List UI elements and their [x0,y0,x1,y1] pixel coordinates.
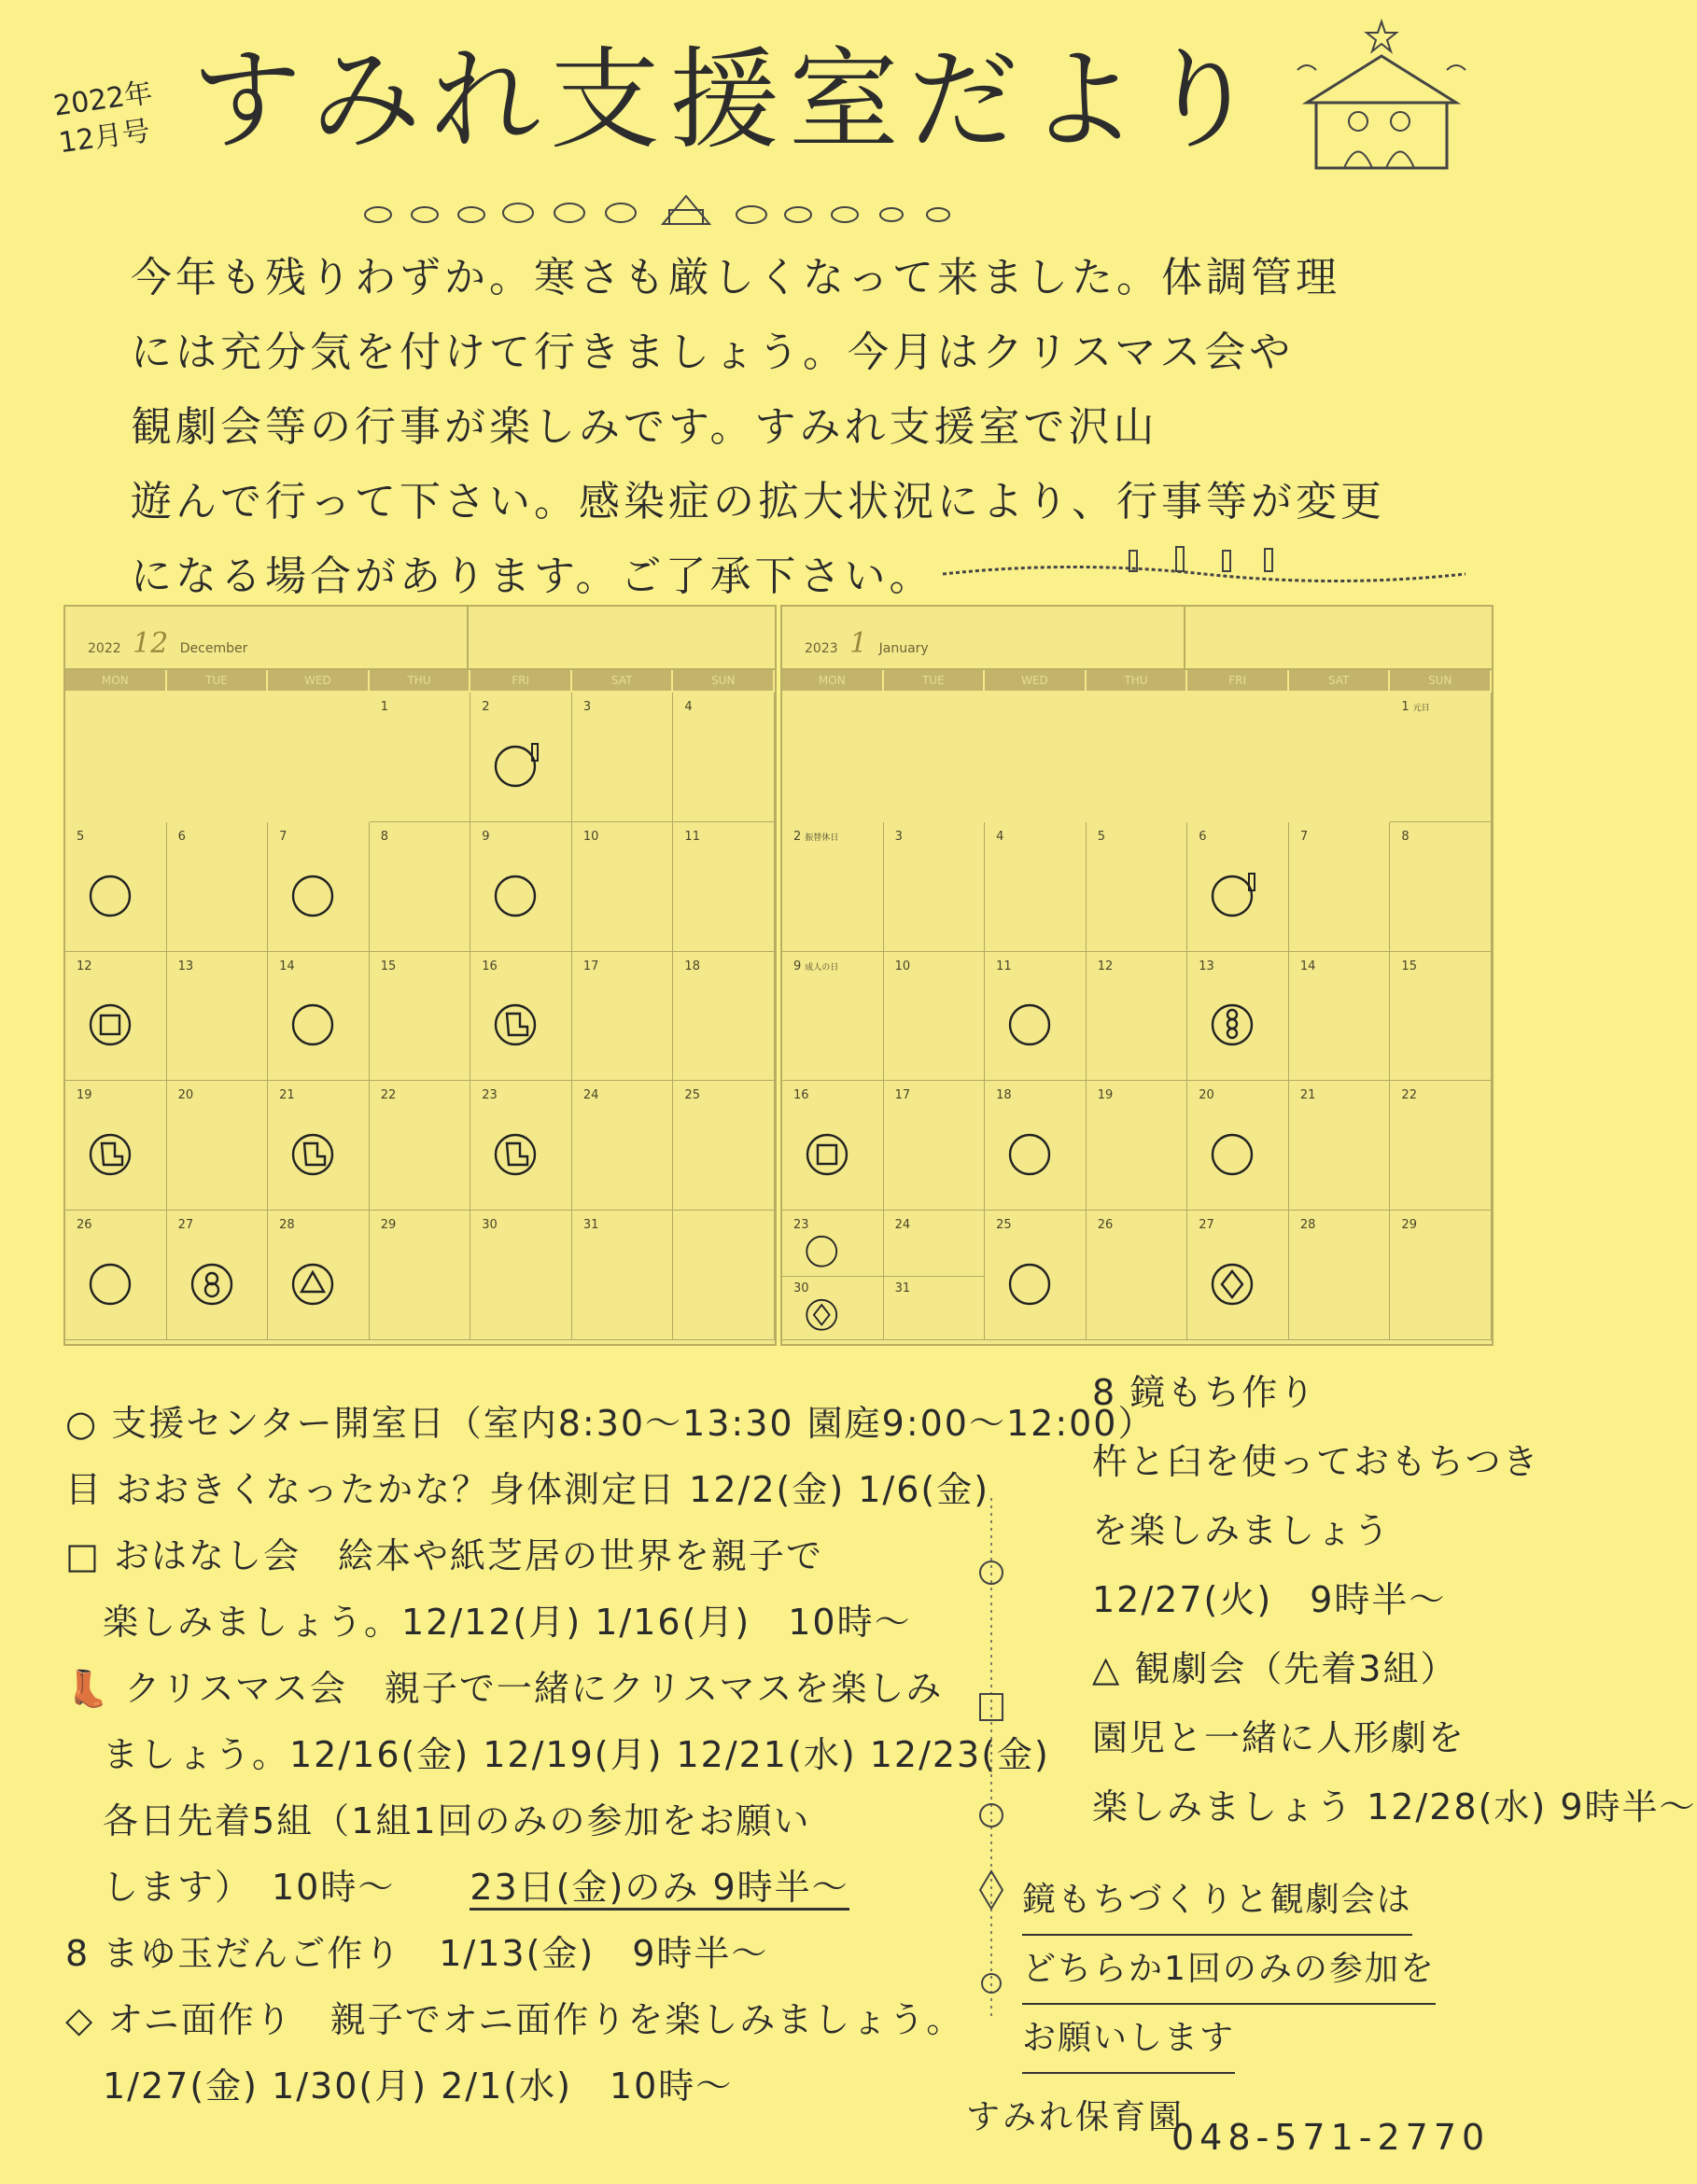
calendar-day-cell [65,1081,167,1211]
calendar-day-cell [65,822,167,952]
calendar-day-cell [167,822,269,952]
calendar-january [780,605,1494,1346]
calendar-day-cell [370,1081,471,1211]
day-number: 8 [1401,829,1409,844]
legend-item-christmas-dates: ましょう。12/16(金) 12/19(月) 12/21(水) 12/23(金) [65,1734,1050,1775]
calendar-day-cell [1187,1211,1289,1340]
note-line: 鏡もちづくりと観劇会は [1022,1867,1412,1936]
day-number: 23 [482,1088,498,1103]
split-divider [884,1276,985,1277]
calendar-day-cell [65,1211,167,1340]
legend-item-storytime-dates: 楽しみましょう。12/12(月) 1/16(月) 10時〜 [65,1602,912,1643]
day-number: 6 [177,829,186,844]
day-number: 29 [380,1218,397,1233]
calendar-day-cell [470,952,572,1082]
day-number: 7 [279,829,288,844]
note-line: お願いします [1022,2005,1235,2074]
weekday-label: SUN [1390,670,1492,691]
circle-square-icon [805,1130,851,1177]
legend-item-christmas: 👢 クリスマス会 親子で一緒にクリスマスを楽しみ [65,1668,944,1709]
calendar-day-cell [1087,1211,1188,1340]
calendar-day-cell [1390,1081,1492,1211]
calendar-day-cell [985,952,1087,1082]
issue-year: 2022年 [51,77,155,123]
day-number: 16 [793,1088,809,1103]
weekday-label: TUE [884,670,986,691]
calendar-day-cell [1390,822,1492,952]
issue-month: 12月号 [56,114,152,161]
circle-icon [493,872,540,918]
circle-icon [805,1233,840,1268]
calendar-grid [65,693,775,1340]
calendar-day-cell [1187,822,1289,952]
weekday-label: FRI [470,670,572,691]
calendar-day-cell [1289,1081,1391,1211]
calendar-day-cell [985,1211,1087,1340]
calendar-day-cell [884,1211,986,1340]
day-number: 3 [894,829,903,844]
calendar-day-cell [782,952,884,1082]
day-number: 10 [582,829,599,844]
split-divider [782,1276,883,1277]
intro-line: には充分気を付けて行きましょう。今月はクリスマス会や [131,329,1295,376]
day-number: 30 [793,1281,809,1295]
legend-item-oni-mask-dates: 1/27(金) 1/30(月) 2/1(水) 10時〜 [65,2065,734,2107]
day-number: 5 [77,829,85,844]
holiday-label: 成人の日 [805,962,839,973]
day-number: 27 [1199,1218,1214,1233]
circle-icon [88,872,134,918]
day-number: 23 [793,1218,809,1233]
theater-event-date: 楽しみましょう 12/28(水) 9時半〜 [1092,1786,1697,1827]
day-number: 28 [279,1218,295,1233]
legend-item-christmas-note: 各日先着5組（1組1回のみの参加をお願い [65,1800,811,1841]
day-number: 6 [1199,829,1207,844]
holiday-label: 元日 [1412,704,1430,713]
calendar-year: 2022 [88,641,121,656]
legend-item-special-time: 23日(金)のみ 9時半〜 [470,1867,848,1911]
calendar-day-cell [782,1081,884,1211]
day-number: 5 [1097,829,1105,844]
calendar-day-cell [370,952,471,1082]
calendar-day-cell [782,1211,884,1340]
calendar-day-cell [1289,1211,1391,1340]
calendar-day-cell [370,1211,471,1340]
legend-item-christmas-time: します） 10時〜 [65,1867,396,1908]
calendar-day-cell [572,1081,674,1211]
calendar-day-cell [370,693,471,822]
calendar-day-cell [985,1081,1087,1211]
calendar-day-cell [673,822,775,952]
day-number: 27 [177,1218,194,1233]
weekday-label: SAT [1289,670,1391,691]
weekday-header [65,670,775,691]
intro-line: 観劇会等の行事が楽しみです。すみれ支援室で沢山 [131,403,1158,451]
calendar-day-cell [782,822,884,952]
day-number: 9 成人の日 [793,959,839,973]
intro-line: 今年も残りわずか。寒さも厳しくなって来ました。体調管理 [131,254,1340,301]
nativity-illustration-icon [1279,14,1484,177]
intro-line: 遊んで行って下さい。感染症の拡大状況により、行事等が変更 [131,478,1385,525]
calendar-month-number: 12 [133,627,169,660]
calendar-day-cell [1390,693,1492,822]
day-number: 13 [1199,959,1214,973]
issue-date [51,75,160,162]
animal-parade-icon [359,187,966,233]
calendar-day-cell [1289,822,1391,952]
calendar-day-cell [470,693,572,822]
circle-icon [290,1001,337,1047]
legend-item-storytime: □ おはなし会 絵本や紙芝居の世界を親子で [65,1535,823,1576]
day-number: 13 [177,959,194,973]
day-number: 10 [894,959,911,973]
day-number: 12 [1097,959,1114,973]
weekday-header [782,670,1492,691]
circle-stocking-icon [493,1130,540,1177]
day-number: 16 [482,959,498,973]
calendar-day-cell [572,1211,674,1340]
weekday-label: WED [268,670,370,691]
day-number: 29 [1401,1218,1417,1233]
day-number: 17 [582,959,599,973]
day-number: 15 [380,959,397,973]
circle-measure-icon [1210,872,1256,918]
calendar-day-cell [1187,1081,1289,1211]
day-number: 24 [582,1088,599,1103]
calendar-day-cell [470,822,572,952]
day-number: 20 [177,1088,194,1103]
calendar-day-cell [1390,952,1492,1082]
circle-mochi-icon [189,1260,236,1307]
day-number: 22 [1401,1088,1417,1103]
day-number: 19 [77,1088,92,1103]
day-number: 15 [1401,959,1417,973]
day-number: 22 [380,1088,397,1103]
note-line: どちらか1回のみの参加を [1022,1936,1436,2005]
day-number: 18 [684,959,700,973]
day-number: 11 [996,959,1012,973]
calendar-grid [782,693,1492,1340]
circle-square-icon [88,1001,134,1047]
weekday-label: SUN [673,670,775,691]
calendar-day-cell [884,952,986,1082]
calendar-day-cell [572,822,674,952]
mochi-event-date: 12/27(火) 9時半〜 [1092,1579,1447,1620]
weekday-label: THU [1087,670,1188,691]
calendar-day-cell [167,952,269,1082]
day-number: 30 [482,1218,498,1233]
calendar-day-cell [572,952,674,1082]
day-number: 8 [380,829,388,844]
calendar-day-cell [1087,822,1188,952]
day-number: 26 [77,1218,92,1233]
calendar-day-cell [673,1211,775,1340]
day-number: 1 [380,700,388,714]
theater-event-title: △ 観劇会（先着3組） [1092,1648,1458,1689]
calendar-month-number: 1 [849,627,868,660]
circle-icon [1007,1130,1054,1177]
calendar-day-cell [470,1211,572,1340]
calendar-december [63,605,777,1346]
legend-item-measurement: 目 おおきくなったかな？身体測定日 12/2(金) 1/6(金) [65,1469,990,1510]
day-number: 18 [996,1088,1012,1103]
calendar-day-cell [1289,952,1391,1082]
day-number: 25 [996,1218,1012,1233]
circle-stocking-icon [88,1130,134,1177]
legend-item-open-day: ○ 支援センター開室日（室内8:30〜13:30 園庭9:00〜12:00） [65,1403,1156,1444]
calendar-day-cell [1187,952,1289,1082]
legend-item-oni-mask: ◇ オニ面作り 親子でオニ面作りを楽しみましょう。 [65,1999,964,2040]
calendar-day-cell [1390,1211,1492,1340]
intro-line: になる場合があります。ご了承下さい。 [131,553,934,600]
calendar-day-cell [673,693,775,822]
weekday-label: MON [782,670,884,691]
day-number: 2 [482,700,490,714]
participation-note [1022,1867,1508,2074]
day-number: 31 [582,1218,599,1233]
circle-icon [290,872,337,918]
theater-event-desc: 園児と一緒に人形劇を [1092,1717,1466,1758]
weekday-label: THU [370,670,471,691]
day-number: 28 [1299,1218,1316,1233]
circle-stocking-icon [290,1130,337,1177]
weekday-label: FRI [1187,670,1289,691]
circle-dango-icon [1210,1001,1256,1047]
circle-triangle-icon [290,1260,337,1307]
circle-icon [88,1260,134,1307]
day-number: 2 振替休日 [793,829,839,844]
legend-item-dango: 8 まゆ玉だんご作り 1/13(金) 9時半〜 [65,1933,769,1974]
day-number: 26 [1097,1218,1114,1233]
nursery-name: すみれ保育園 [966,2098,1185,2136]
calendar-day-cell [268,1211,370,1340]
day-number: 3 [582,700,592,714]
circle-icon [1210,1130,1256,1177]
day-number: 17 [894,1088,911,1103]
weekday-label: MON [65,670,167,691]
mochi-event-desc: 杵と臼を使っておもちつき [1092,1441,1540,1482]
calendar-day-cell [884,822,986,952]
calendar-header [65,607,775,670]
mochi-event-desc: を楽しみましょう [1092,1510,1392,1551]
calendar-year: 2023 [805,641,838,656]
day-number: 21 [1299,1088,1316,1103]
day-number: 21 [279,1088,295,1103]
calendar-day-cell [572,693,674,822]
circle-icon [1007,1001,1054,1047]
day-number: 7 [1299,829,1309,844]
calendar-day-cell [1087,1081,1188,1211]
day-number: 9 [482,829,490,844]
calendar-month-name: December [179,641,248,656]
newsletter-title: すみれ支援室だより [191,35,1268,164]
hanging-animals-icon [957,1498,1027,2021]
calendar-day-cell [268,1081,370,1211]
day-number: 12 [77,959,92,973]
day-number: 14 [279,959,295,973]
calendar-day-cell [673,952,775,1082]
calendar-day-cell [65,952,167,1082]
day-number: 25 [684,1088,700,1103]
circle-diamond-icon [1210,1260,1256,1307]
calendar-day-cell [470,1081,572,1211]
day-number: 14 [1299,959,1316,973]
calendar-header [782,607,1492,670]
day-number: 19 [1097,1088,1114,1103]
calendar-day-cell [1087,952,1188,1082]
calendar-day-cell [167,1081,269,1211]
day-number: 20 [1199,1088,1214,1103]
calendar-day-cell [985,822,1087,952]
side-events [1092,1358,1697,1841]
day-number: 1 元日 [1401,700,1430,714]
calendar-day-cell [673,1081,775,1211]
weekday-label: SAT [572,670,674,691]
circle-stocking-icon [493,1001,540,1047]
circle-measure-icon [493,742,540,789]
calendar-day-cell [268,952,370,1082]
weekday-label: WED [985,670,1087,691]
calendar-day-cell [268,822,370,952]
phone-number: 048-571-2770 [1171,2117,1491,2158]
calendar-month-name: January [878,641,929,656]
holiday-label: 振替休日 [805,833,839,843]
mochi-event-title: 8 鏡もち作り [1092,1372,1317,1413]
calendar-day-cell [370,822,471,952]
day-number: 31 [894,1281,911,1295]
day-number: 4 [684,700,693,714]
day-number: 4 [996,829,1004,844]
circle-icon [1007,1260,1054,1307]
circle-diamond-icon [805,1296,840,1332]
calendar-day-cell [884,1081,986,1211]
day-number: 11 [684,829,700,844]
day-number: 24 [894,1218,911,1233]
calendar-day-cell [167,1211,269,1340]
weekday-label: TUE [167,670,269,691]
candle-garland-icon [943,541,1466,588]
